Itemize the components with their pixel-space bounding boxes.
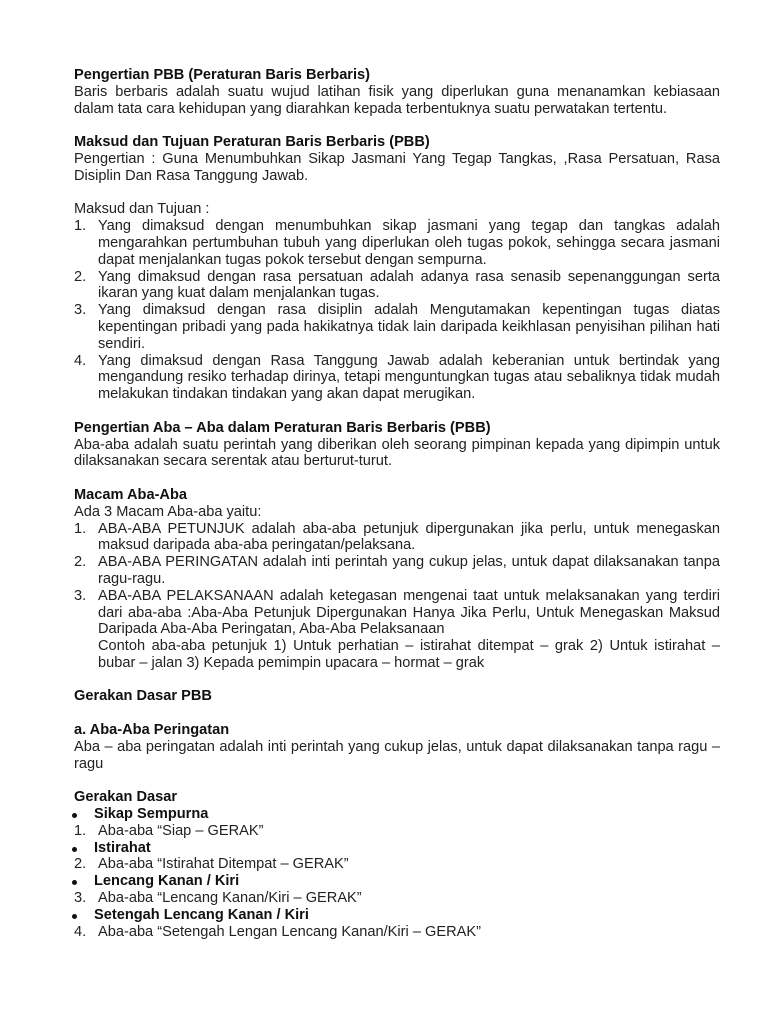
section-title-pengertian-aba: Pengertian Aba – Aba dalam Peraturan Baris Berbaris (PBB)	[74, 419, 491, 436]
bullet-icon	[72, 880, 77, 885]
document-page	[74, 67, 720, 940]
list-item: 1. Yang dimaksud dengan menumbuhkan sikap jasmani yang tegap dan tangkas adalah mengarahkan pertumbuhan tubuh yang diperlukan oleh tugas pokok, sehingga secara jasmani dapat menjalankan tugas pokok tersebut dengan sempurna.	[74, 218, 720, 268]
bullet-item: Sikap Sempurna	[74, 806, 720, 823]
list-intro-maksud-tujuan: Maksud dan Tujuan :	[74, 201, 210, 218]
section-title-gerakan-dasar-pbb: Gerakan Dasar PBB	[74, 688, 212, 705]
section-body-maksud-tujuan: Pengertian : Guna Menumbuhkan Sikap Jasmani Yang Tegap Tangkas, ,Rasa Persatuan, Rasa Disiplin Dan Rasa Tanggung Jawab.	[74, 150, 720, 184]
list-item: 3. ABA-ABA PELAKSANAAN adalah ketegasan mengenai taat untuk melaksanakan yang terdiri dari aba-aba :Aba-Aba Petunjuk Dipergunakan Hanya Jika Perlu, Untuk Menegaskan Maksud Daripada Aba-Aba Peringatan, Aba-Aba Pelaksanaan	[74, 587, 720, 638]
bullet-item: Setengah Lencang Kanan / Kiri	[74, 907, 720, 924]
list-item: 3. Aba-aba “Lencang Kanan/Kiri – GERAK”	[74, 890, 362, 907]
section-body-pengertian-pbb: Baris berbaris adalah suatu wujud latihan fisik yang diperlukan guna menanamkan kebiasaan dalam tata cara kehidupan yang diarahkan kepada terbentuknya suatu perwatakan tertentu.	[74, 83, 720, 117]
bullet-icon	[72, 847, 77, 852]
numbered-list-macam-aba	[74, 521, 720, 639]
list-item: 4. Yang dimaksud dengan Rasa Tanggung Jawab adalah keberanian untuk bertindak yang mengandung resiko terhadap dirinya, tetapi menguntungkan tugas atau sebaliknya tidak mudah melakukan tindakan tindakan yang akan dapat merugikan.	[74, 352, 720, 403]
section-intro-macam-aba: Ada 3 Macam Aba-aba yaitu:	[74, 503, 262, 520]
bullet-icon	[72, 914, 77, 919]
bullet-item: Lencang Kanan / Kiri	[74, 873, 720, 890]
section-title-macam-aba: Macam Aba-Aba	[74, 486, 187, 503]
section-title-pengertian-pbb: Pengertian PBB (Peraturan Baris Berbaris)	[74, 67, 371, 83]
numbered-list-maksud-tujuan	[74, 218, 720, 403]
list-item: 1. Aba-aba “Siap – GERAK”	[74, 822, 264, 839]
section-title-aba-peringatan: a. Aba-Aba Peringatan	[74, 722, 230, 739]
list-item: 1. ABA-ABA PETUNJUK adalah aba-aba petunjuk dipergunakan jika perlu, untuk menegaskan maksud daripada aba-aba peringatan/pelaksana.	[74, 520, 720, 554]
bullet-item: Istirahat	[74, 840, 720, 857]
section-title-gerakan-dasar: Gerakan Dasar	[74, 789, 178, 806]
contoh-aba-aba: Contoh aba-aba petunjuk 1) Untuk perhatian – istirahat ditempat – grak 2) Untuk istirahat – bubar – jalan 3) Kepada pemimpin upacara – hormat – grak	[98, 638, 720, 671]
list-item: 2. ABA-ABA PERINGATAN adalah inti perintah yang cukup jelas, untuk dapat dilaksanakan tanpa ragu-ragu.	[74, 554, 720, 587]
bullet-icon	[72, 813, 77, 818]
list-item: 3. Yang dimaksud dengan rasa disiplin adalah Mengutamakan kepentingan tugas diatas kepentingan pribadi yang pada hakikatnya tidak lain daripada keikhlasan penyisihan pilihan hati sendiri.	[74, 302, 720, 352]
section-body-pengertian-aba: Aba-aba adalah suatu perintah yang diberikan oleh seorang pimpinan kepada yang dipimpin untuk dilaksanakan secara serentak atau berturut-turut.	[74, 436, 720, 470]
section-title-maksud-tujuan: Maksud dan Tujuan Peraturan Baris Berbaris (PBB)	[74, 134, 430, 151]
list-item: 2. Yang dimaksud dengan rasa persatuan adalah adanya rasa senasib sepenanggungan serta ikaran yang kuat dalam menjalankan tugas.	[74, 268, 720, 302]
list-item: 2. Aba-aba “Istirahat Ditempat – GERAK”	[74, 856, 349, 873]
section-body-aba-peringatan: Aba – aba peringatan adalah inti perintah yang cukup jelas, untuk dapat dilaksanakan tanpa ragu – ragu	[74, 738, 720, 772]
list-item: 4. Aba-aba “Setengah Lengan Lencang Kanan/Kiri – GERAK”	[74, 923, 481, 940]
gerakan-dasar-list	[74, 806, 720, 940]
